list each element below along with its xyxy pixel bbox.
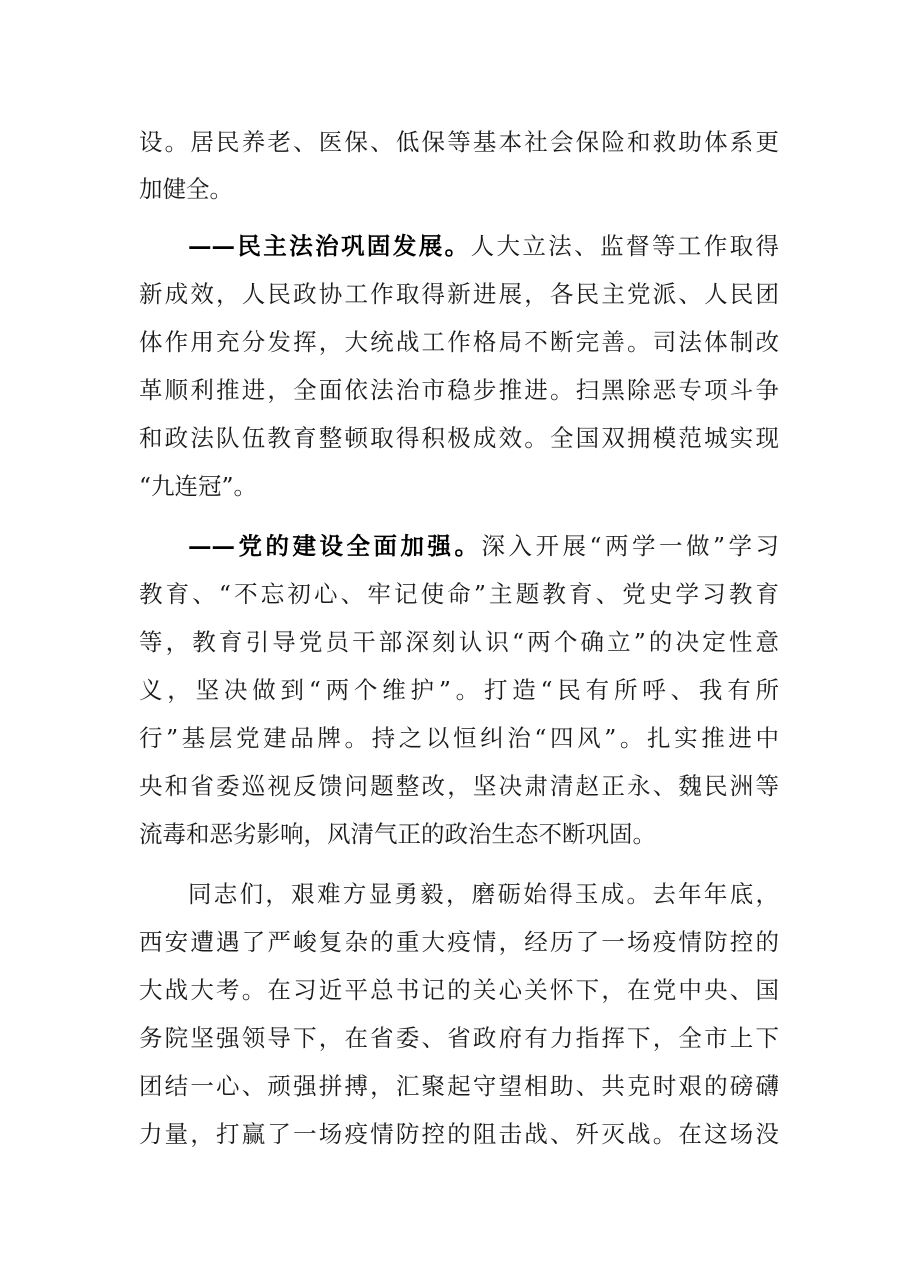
- paragraph-line: [139, 368, 779, 412]
- line-text: 西安遭遇了严峻复杂的重大疫情，经历了一场疫情防控的: [139, 928, 779, 956]
- line-text: 义，坚决做到“两个维护”。打造“民有所呼、我有所: [139, 676, 779, 704]
- paragraph-line: [139, 812, 779, 856]
- paragraph-line: [139, 920, 779, 964]
- line-text: 同志们，艰难方显勇毅，磨砺始得玉成。去年年底，: [188, 880, 779, 908]
- line-text: 设。居民养老、医保、低保等基本社会保险和救助体系更: [139, 128, 779, 156]
- paragraph-line: [139, 716, 779, 760]
- paragraph-line: [139, 167, 779, 211]
- line-text: 深入开展“两学一做”学习: [481, 532, 780, 560]
- line-text: 大战大考。在习近平总书记的关心关怀下，在党中央、国: [139, 976, 779, 1004]
- line-text: 教育、“不忘初心、牢记使命”主题教育、党史学习教育: [139, 580, 779, 608]
- paragraph-line: [139, 968, 779, 1012]
- section-heading: ——民主法治巩固发展。: [188, 232, 471, 260]
- line-text: 行”基层党建品牌。持之以恒纠治“四风”。扎实推进中: [139, 724, 779, 752]
- paragraph-line: [188, 872, 779, 916]
- paragraph-line: [139, 668, 779, 712]
- line-text: 务院坚强领导下，在省委、省政府有力指挥下，全市上下: [139, 1024, 779, 1052]
- line-text: 等，教育引导党员干部深刻认识“两个确立”的决定性意: [139, 628, 779, 656]
- paragraph-line: [139, 1016, 779, 1060]
- paragraph-line: [139, 320, 779, 364]
- line-text: 力量，打赢了一场疫情防控的阻击战、歼灭战。在这场没: [139, 1120, 779, 1148]
- paragraph-line: [139, 120, 779, 164]
- paragraph-line: [139, 764, 779, 808]
- line-text: 流毒和恶劣影响，风清气正的政治生态不断巩固。: [139, 820, 656, 848]
- paragraph-line: [139, 1064, 779, 1108]
- line-text: 团结一心、顽强拼搏，汇聚起守望相助、共克时艰的磅礴: [139, 1072, 779, 1100]
- paragraph-line: [188, 524, 779, 568]
- line-text: 和政法队伍教育整顿取得积极成效。全国双拥模范城实现: [139, 424, 779, 452]
- paragraph-line: [139, 464, 779, 508]
- line-text: 革顺利推进，全面依法治市稳步推进。扫黑除恶专项斗争: [139, 376, 779, 404]
- paragraph-line: [139, 620, 779, 664]
- line-text: 体作用充分发挥，大统战工作格局不断完善。司法体制改: [139, 328, 779, 356]
- line-text: “九连冠”。: [139, 472, 258, 500]
- paragraph-line: [188, 224, 779, 268]
- line-text: 新成效，人民政协工作取得新进展，各民主党派、人民团: [139, 280, 779, 308]
- paragraph-line: [139, 1112, 779, 1156]
- paragraph-line: [139, 572, 779, 616]
- paragraph-line: [139, 416, 779, 460]
- section-heading: ——党的建设全面加强。: [188, 532, 482, 560]
- line-text: 加健全。: [139, 175, 233, 203]
- line-text: 央和省委巡视反馈问题整改，坚决肃清赵正永、魏民洲等: [139, 772, 779, 800]
- paragraph-line: [139, 272, 779, 316]
- line-text: 人大立法、监督等工作取得: [470, 232, 780, 260]
